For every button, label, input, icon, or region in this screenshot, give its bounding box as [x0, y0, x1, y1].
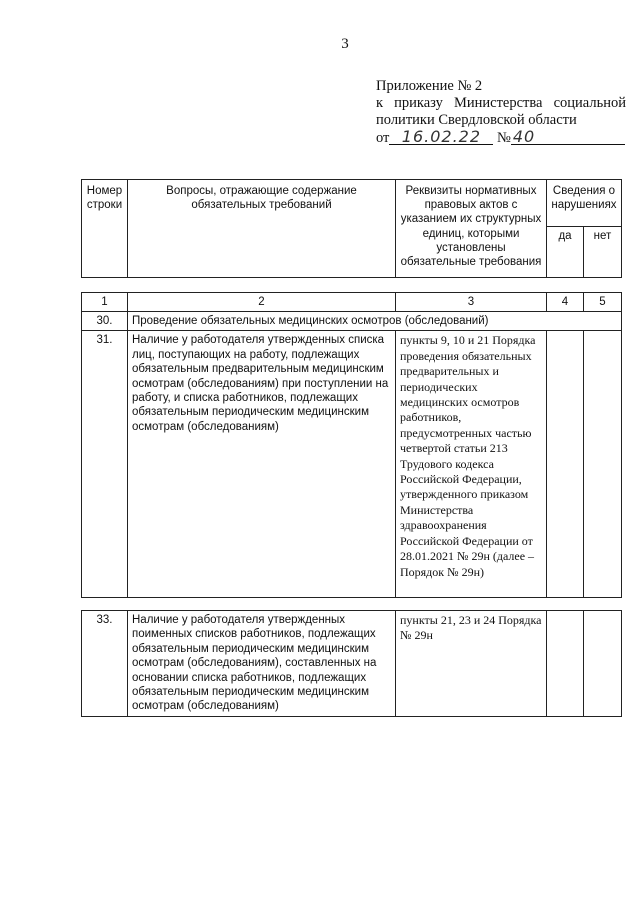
header-yes: да [547, 227, 584, 278]
row-yes-cell[interactable] [547, 611, 584, 717]
row-no-cell[interactable] [584, 611, 622, 717]
appendix-date-line [376, 129, 626, 147]
appendix-word: Министерства [453, 95, 543, 111]
column-number: 3 [396, 293, 547, 312]
number-label: № [497, 130, 511, 146]
checklist-table-continued [81, 610, 622, 717]
handwritten-order-number: 40 [511, 129, 625, 145]
section-number: 30. [82, 312, 128, 331]
row-yes-cell[interactable] [547, 331, 584, 598]
header-violations: Сведения о нарушениях [547, 180, 622, 227]
page-number: 3 [341, 36, 349, 52]
row-legal-reference: пункты 9, 10 и 21 Порядка проведения обязательных предварительных и периодических медицинских осмотров работников, предусмотренных частью четвертой статьи 213 Трудового кодекса Российской Федерации, утвержденного приказом Министерства здравоохранения Российской Федерации от 28.01.2021 № 29н (далее – Порядок № 29н) [396, 331, 547, 598]
row-number: 33. [82, 611, 128, 717]
appendix-title: Приложение № 2 [376, 78, 483, 94]
appendix-block [376, 78, 626, 147]
checklist-table [81, 292, 622, 598]
handwritten-date: 16.02.22 [389, 129, 493, 145]
header-questions: Вопросы, отражающие содержание обязательных требований [128, 180, 396, 278]
column-number: 4 [547, 293, 584, 312]
row-question: Наличие у работодателя утвержденных поименных списков работников, подлежащих обязательным периодическим медицинским осмотрам (обследованиям), составленных на основании списка работников, подлежащих обязательным периодическим медицинским осмотрам (обследованиям) [128, 611, 396, 717]
header-row-number: Номер строки [82, 180, 128, 278]
checklist-header-table [81, 179, 622, 278]
section-title: Проведение обязательных медицинских осмотров (обследований) [128, 312, 622, 331]
table-row [82, 331, 622, 598]
date-label: от [376, 130, 390, 146]
row-legal-reference: пункты 21, 23 и 24 Порядка № 29н [396, 611, 547, 717]
section-row [82, 312, 622, 331]
column-number: 5 [584, 293, 622, 312]
appendix-word: социальной [553, 95, 626, 111]
table-row [82, 611, 622, 717]
column-number-row [82, 293, 622, 312]
row-no-cell[interactable] [584, 331, 622, 598]
appendix-word: к [376, 95, 384, 111]
appendix-word: приказу [394, 95, 443, 111]
row-number: 31. [82, 331, 128, 598]
appendix-order-line [376, 95, 626, 112]
column-number: 2 [128, 293, 396, 312]
row-question: Наличие у работодателя утвержденных списка лиц, поступающих на работу, подлежащих обязательным предварительным медицинским осмотрам (обследованиям) при поступлении на работу, и списка работников, подлежащих обязательным периодическим медицинским осмотрам (обследованиям) [128, 331, 396, 598]
header-no: нет [584, 227, 622, 278]
header-legal-acts: Реквизиты нормативных правовых актов с указанием их структурных единиц, которыми установлены обязательные требования [396, 180, 547, 278]
column-number: 1 [82, 293, 128, 312]
appendix-ministry-line: политики Свердловской области [376, 112, 577, 128]
